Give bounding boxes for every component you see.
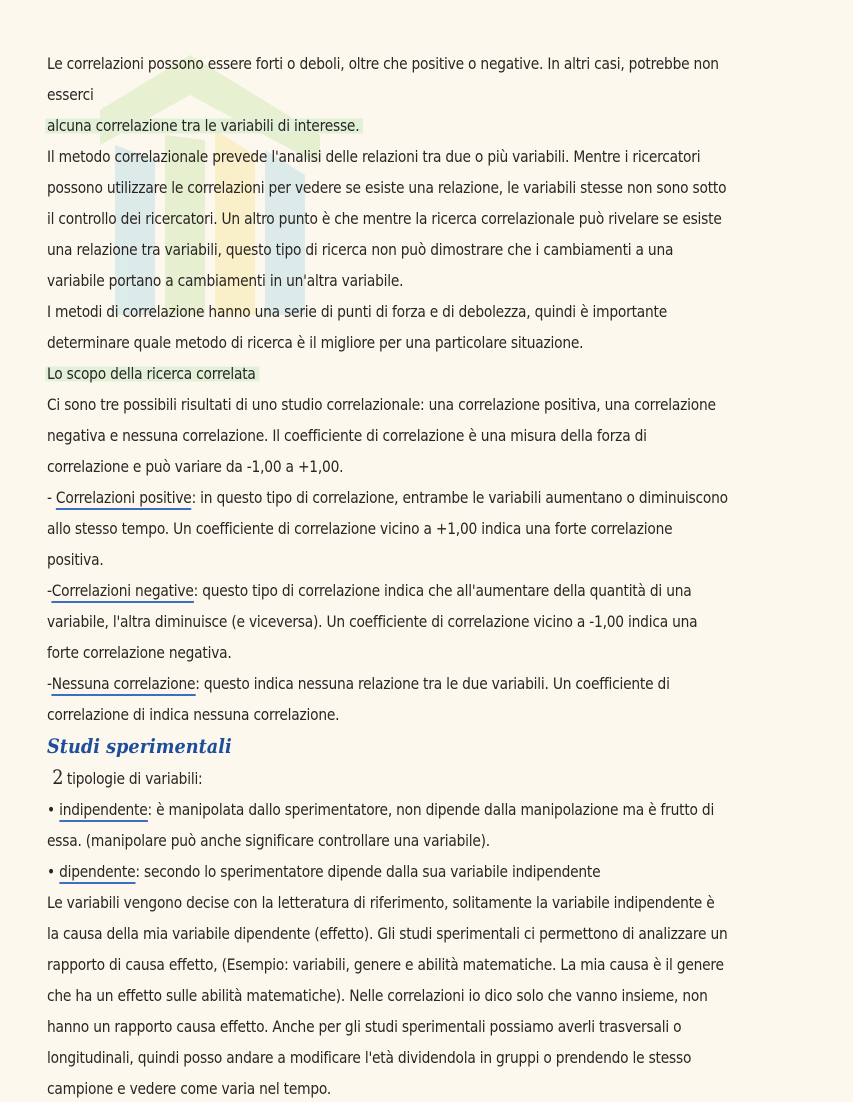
- types-count: 2: [52, 765, 64, 789]
- types-text: tipologie di variabili:: [66, 770, 203, 788]
- paragraph-correlation-strength: [47, 49, 728, 142]
- bullet-icon: •: [47, 863, 60, 881]
- bullet-text: : secondo lo sperimentatore dipende dalla sua variabile indipendente: [135, 863, 601, 881]
- subheading-purpose: [47, 359, 728, 390]
- bullet-dependent: [47, 857, 728, 888]
- item-text: : in questo tipo di correlazione, entrambe le variabili aumentano o diminuiscono allo stesso tempo. Un coefficiente di correlazione vicino a +1,00 indica una forte correlazione positiva.: [47, 489, 728, 569]
- term-negative-correlations: Correlazioni negative: [52, 582, 194, 603]
- paragraph-strengths: I metodi di correlazione hanno una serie di punti di forza e di debolezza, quindi è importante determinare quale metodo di ricerca è il migliore per una particolare situazione.: [47, 303, 667, 352]
- term-positive-correlations: Correlazioni positive: [56, 489, 192, 510]
- paragraph-correlational-method: Il metodo correlazionale prevede l'analisi delle relazioni tra due o più variabili. Mentre i ricercatori possono utilizzare le correlazioni per vedere se esiste una relazione, le variabili stesse non sono sotto il controllo dei ricercatori. Un altro punto è che mentre la ricerca correlazionale può rivelare se esiste una relazione tra variabili, questo tipo di ricerca non può dimostrare che i cambiamenti a una variabile portano a cambiamenti in un'altra variabile.: [47, 148, 727, 290]
- item-prefix: -: [47, 675, 52, 693]
- paragraph-causality: Le variabili vengono decise con la letteratura di riferimento, solitamente la variabile indipendente è la causa della mia variabile dipendente (effetto). Gli studi sperimentali ci permettono di analizzare un rapporto di causa effetto, (Esempio: variabili, genere e abilità matematiche. La mia causa è il genere che ha un effetto sulle abilità matematiche). Nelle correlazioni io dico solo che vanno insieme, non hanno un rapporto causa effetto. Anche per gli studi sperimentali possiamo averli trasversali o longitudinali, quindi posso andare a modificare l'età dividendola in gruppi o prendendo le stesso campione e vedere come varia nel tempo.: [47, 894, 728, 1098]
- subheading-text: Lo scopo della ricerca correlata: [45, 365, 259, 383]
- document-body: [47, 49, 728, 1102]
- bullet-independent: [47, 795, 728, 857]
- variable-types-intro: [47, 762, 728, 795]
- item-no-correlation: [47, 669, 728, 731]
- paragraph-line: alcuna correlazione tra le variabili di interesse.: [45, 117, 363, 135]
- item-prefix: -: [47, 582, 52, 600]
- paragraph-line: Le correlazioni possono essere forti o deboli, oltre che positive o negative. In altri casi, potrebbe non esserci: [47, 55, 719, 104]
- item-prefix: -: [47, 489, 56, 507]
- term-dependent: dipendente: [59, 863, 135, 884]
- term-no-correlation: Nessuna correlazione: [52, 675, 195, 696]
- item-negative-correlations: [47, 576, 728, 669]
- item-text: : questo indica nessuna relazione tra le due variabili. Un coefficiente di correlazione di indica nessuna correlazione.: [47, 675, 670, 724]
- paragraph-outcomes: Ci sono tre possibili risultati di uno studio correlazionale: una correlazione positiva, una correlazione negativa e nessuna correlazione. Il coefficiente di correlazione è una misura della forza di correlazione e può variare da -1,00 a +1,00.: [47, 396, 716, 476]
- bullet-icon: •: [47, 801, 60, 819]
- item-text: : questo tipo di correlazione indica che all'aumentare della quantità di una variabile, l'altra diminuisce (e viceversa). Un coefficiente di correlazione vicino a -1,00 indica una forte correlazione negativa.: [47, 582, 698, 662]
- term-independent: indipendente: [59, 801, 147, 822]
- bullet-text: : è manipolata dallo sperimentatore, non dipende dalla manipolazione ma è frutto di essa. (manipolare può anche significare controllare una variabile).: [47, 801, 715, 850]
- section-heading-experimental-studies: Studi sperimentali: [47, 734, 232, 758]
- item-positive-correlations: [47, 483, 728, 576]
